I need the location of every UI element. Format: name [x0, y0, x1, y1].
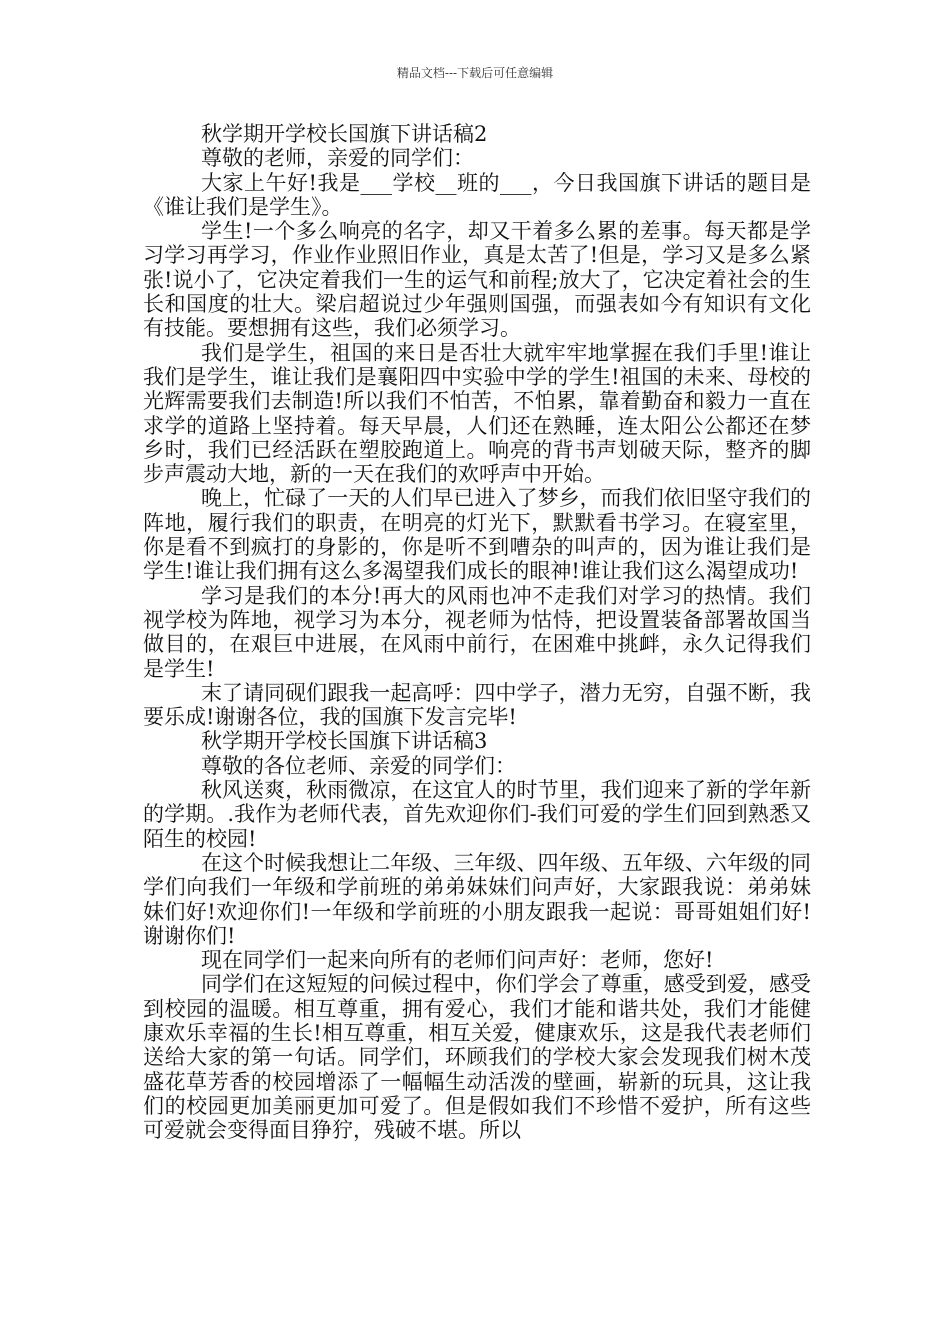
- salutation: 尊敬的老师，亲爱的同学们：: [201, 146, 474, 171]
- body-paragraph: 大家上午好!我是___学校__班的___，今日我国旗下讲话的题目是《谁让我们是学生》。: [143, 170, 811, 219]
- body-paragraph: 在这个时候我想让二年级、三年级、四年级、五年级、六年级的同学们向我们一年级和学前班的弟弟妹妹们问声好，大家跟我说：弟弟妹妹们好!欢迎你们!一年级和学前班的小朋友跟我一起说：哥哥姐姐们好!谢谢你们!: [143, 850, 811, 948]
- body-paragraph: 同学们在这短短的问候过程中，你们学会了尊重，感受到爱，感受到校园的温暖。相互尊重，拥有爱心，我们才能和谐共处，我们才能健康欢乐幸福的生长!相互尊重，相互关爱，健康欢乐，这是我代表老师们送给大家的第一句话。同学们，环顾我们的学校大家会发现我们树木茂盛花草芳香的校园增添了一幅幅生动活泼的壁画，崭新的玩具，这让我们的校园更加美丽更加可爱了。但是假如我们不珍惜不爱护，所有这些可爱就会变得面目狰狞，残破不堪。所以: [143, 972, 811, 1143]
- body-paragraph: 末了请同砚们跟我一起高呼：四中学子，潜力无穷，自强不断，我要乐成!谢谢各位，我的国旗下发言完毕!: [143, 680, 811, 730]
- body-paragraph: 我们是学生，祖国的来日是否壮大就牢牢地掌握在我们手里!谁让我们是学生，谁让我们是襄阳四中实验中学的学生!祖国的未来、母校的光辉需要我们去制造!所以我们不怕苦，不怕累，靠着勤奋和毅力一直在求学的道路上坚持着。每天早晨，人们还在熟睡，连太阳公公都还在梦乡时，我们已经活跃在塑胶跑道上。响亮的背书声划破天际，整齐的脚步声震动大地，新的一天在我们的欢呼声中开始。: [143, 340, 811, 487]
- document-body: [143, 122, 811, 1142]
- body-paragraph: 秋风送爽，秋雨微凉，在这宜人的时节里，我们迎来了新的学年新的学期。.我作为老师代表，首先欢迎你们-我们可爱的学生们回到熟悉又陌生的校园!: [143, 778, 811, 851]
- salutation: 尊敬的各位老师、亲爱的同学们：: [201, 753, 516, 778]
- body-paragraph: 现在同学们一起来向所有的老师们问声好：老师，您好!: [201, 948, 714, 973]
- section-title: 秋学期开学校长国旗下讲话稿3: [201, 729, 488, 754]
- body-paragraph: 学生!一个多么响亮的名字，却又干着多么累的差事。每天都是学习学习再学习，作业作业照旧作业，真是太苦了!但是，学习又是多么紧张!说小了，它决定着我们一生的运气和前程;放大了，它决定着社会的生长和国度的壮大。梁启超说过少年强则国强，而强表如今有知识有文化有技能。要想拥有这些，我们必须学习。: [143, 219, 811, 341]
- body-paragraph: 学习是我们的本分!再大的风雨也冲不走我们对学习的热情。我们视学校为阵地，视学习为本分，视老师为怙恃，把设置装备部署故国当做目的，在艰巨中进展，在风雨中前行，在困难中挑衅，永久记得我们是学生!: [143, 583, 811, 681]
- page-header: 精品文档---下载后可任意编辑: [396, 66, 554, 80]
- section-title: 秋学期开学校长国旗下讲话稿2: [201, 122, 488, 146]
- body-paragraph: 晚上，忙碌了一天的人们早已进入了梦乡，而我们依旧坚守我们的阵地，履行我们的职责，在明亮的灯光下，默默看书学习。在寝室里，你是看不到疯打的身影的，你是听不到嘈杂的叫声的，因为谁让我们是学生!谁让我们拥有这么多渴望我们成长的眼神!谁让我们这么渴望成功!: [143, 486, 811, 584]
